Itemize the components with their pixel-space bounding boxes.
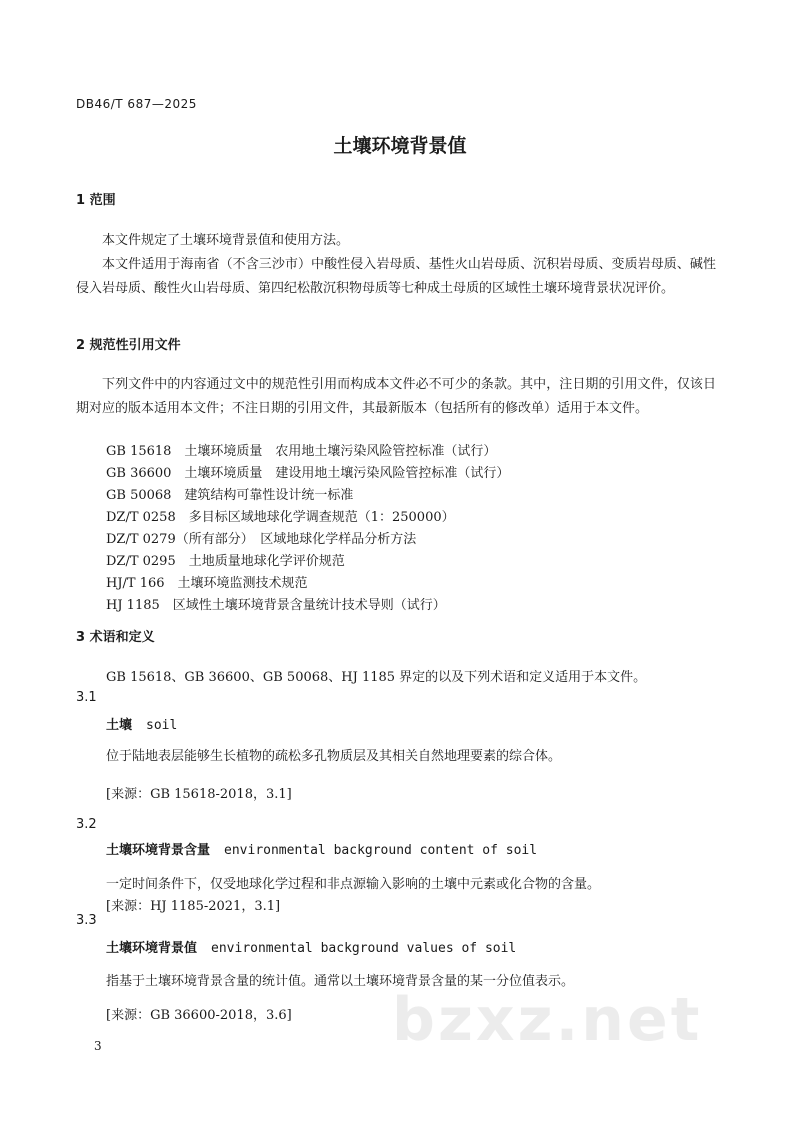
term-name-cn: 土壤: [106, 718, 133, 733]
term-source: [来源：GB 15618-2018，3.1]: [106, 787, 292, 802]
section-3-intro: GB 15618、GB 36600、GB 50068、HJ 1185 界定的以及下列术语和定义适用于本文件。: [106, 670, 647, 685]
section-3-heading: 3 术语和定义: [76, 630, 155, 645]
term-name-cn: 土壤环境背景含量: [106, 843, 211, 858]
term-name-en: soil: [146, 718, 178, 733]
reference-item: HJ 1185 区域性土壤环境背景含量统计技术导则（试行）: [106, 598, 446, 613]
reference-item: HJ/T 166 土壤环境监测技术规范: [106, 576, 308, 591]
reference-item: GB 15618 土壤环境质量 农用地土壤污染风险管控标准（试行）: [106, 444, 497, 459]
term-name-en: environmental background values of soil: [211, 941, 517, 956]
term-definition: 位于陆地表层能够生长植物的疏松多孔物质层及其相关自然地理要素的综合体。: [106, 749, 562, 764]
term-source: [来源：HJ 1185-2021，3.1]: [106, 899, 281, 914]
reference-item: GB 50068 建筑结构可靠性设计统一标准: [106, 488, 354, 503]
reference-item: DZ/T 0295 土地质量地球化学评价规范: [106, 554, 345, 569]
term-name: [106, 839, 537, 858]
page-number: 3: [94, 1039, 102, 1053]
term-name: [106, 714, 177, 733]
section-1-heading: 1 范围: [76, 193, 116, 208]
term-definition: 一定时间条件下，仅受地球化学过程和非点源输入影响的土壤中元素或化合物的含量。: [106, 877, 601, 892]
term-name-en: environmental background content of soil: [224, 843, 538, 858]
watermark: bzxz.net: [392, 985, 703, 1055]
section-1-paragraph: 本文件适用于海南省（不含三沙市）中酸性侵入岩母质、基性火山岩母质、沉积岩母质、变质岩母质、碱性侵入岩母质、酸性火山岩母质、第四纪松散沉积物母质等七种成土母质的区域性土壤环境背景状况评价。: [76, 257, 716, 296]
term-number: 3.1: [76, 690, 97, 705]
reference-item: DZ/T 0258 多目标区域地球化学调查规范（1：250000）: [106, 510, 455, 525]
term-number: 3.3: [76, 913, 97, 928]
reference-item: GB 36600 土壤环境质量 建设用地土壤污染风险管控标准（试行）: [106, 466, 510, 481]
page-title: 土壤环境背景值: [333, 135, 467, 157]
document-code: DB46/T 687—2025: [76, 97, 197, 111]
term-source: [来源：GB 36600-2018，3.6]: [106, 1008, 292, 1023]
term-number: 3.2: [76, 817, 97, 832]
term-definition: 指基于土壤环境背景含量的统计值。通常以土壤环境背景含量的某一分位值表示。: [106, 974, 575, 989]
section-2-heading: 2 规范性引用文件: [76, 338, 181, 353]
term-name-cn: 土壤环境背景值: [106, 941, 198, 956]
section-1-paragraph: 本文件规定了土壤环境背景值和使用方法。: [102, 233, 350, 248]
section-2-intro: 下列文件中的内容通过文中的规范性引用而构成本文件必不可少的条款。其中，注日期的引用文件，仅该日期对应的版本适用本文件；不注日期的引用文件，其最新版本（包括所有的修改单）适用于本文件。: [76, 377, 716, 416]
term-name: [106, 937, 516, 956]
reference-item: DZ/T 0279（所有部分） 区域地球化学样品分析方法: [106, 532, 417, 547]
